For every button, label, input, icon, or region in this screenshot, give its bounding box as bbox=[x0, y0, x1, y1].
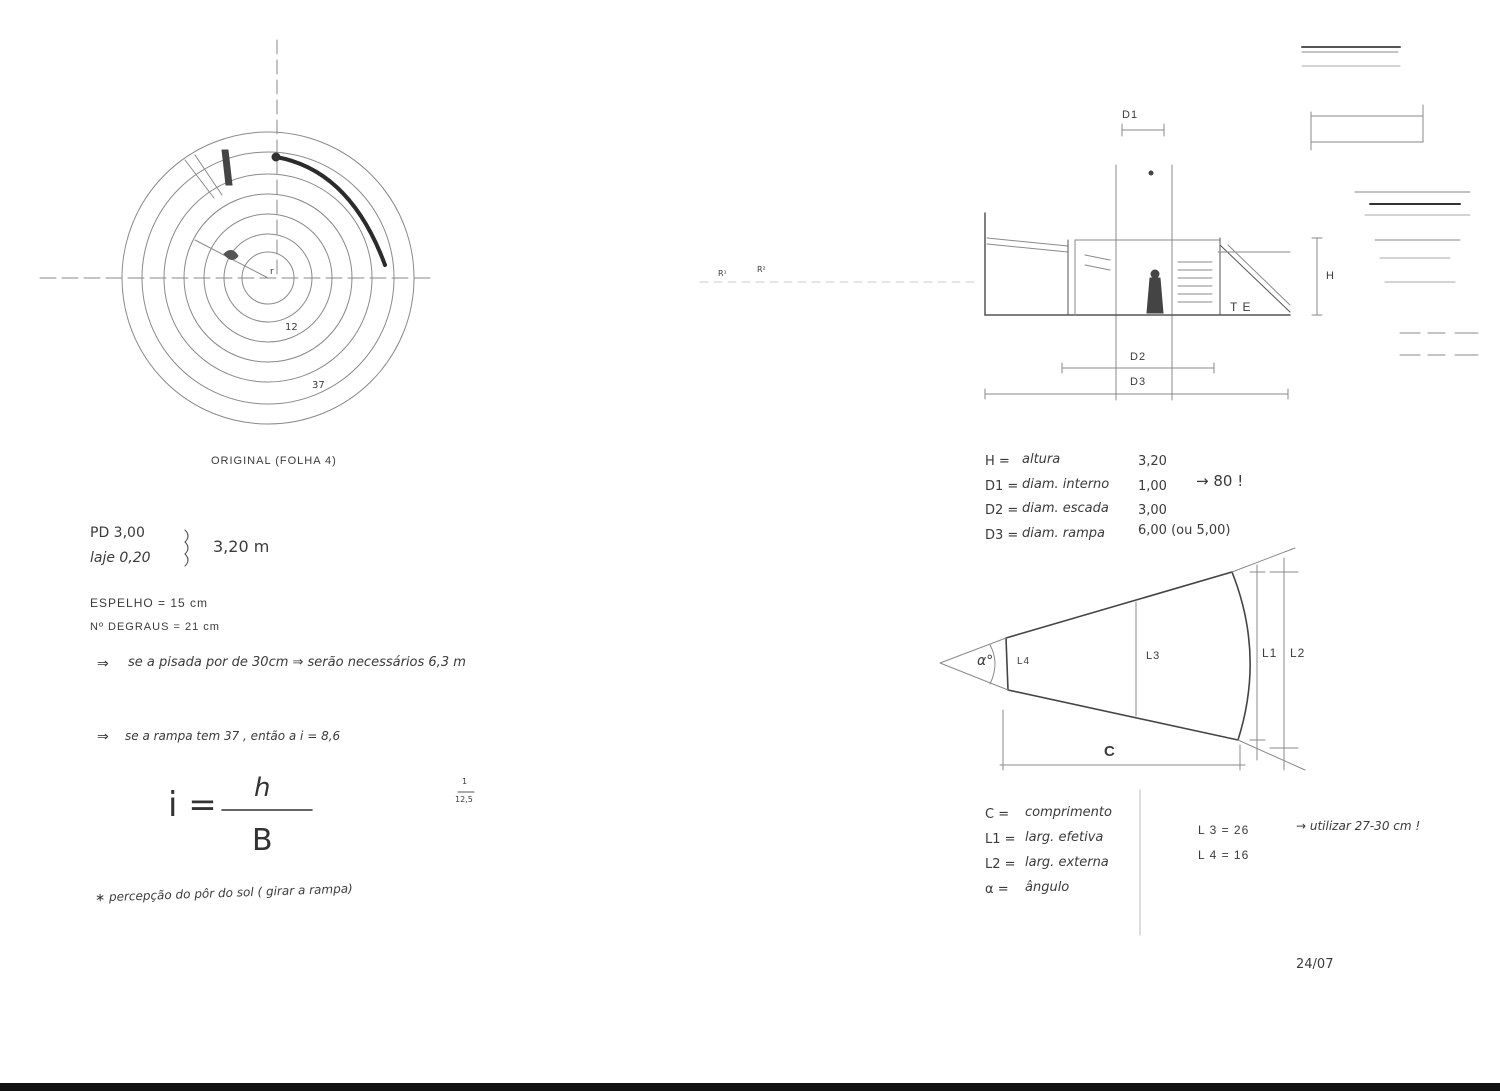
ratio-denominator: 12,5 bbox=[455, 795, 473, 804]
sheet-date: 24/07 bbox=[1296, 957, 1334, 972]
note-rampa: se a rampa tem 37 , então a i = 8,6 bbox=[125, 729, 341, 743]
legend-desc: diam. escada bbox=[1022, 501, 1109, 516]
note-laje: laje 0,20 bbox=[90, 550, 151, 566]
note-total: 3,20 m bbox=[213, 537, 270, 556]
note-degraus: Nº DEGRAUS = 21 cm bbox=[90, 621, 220, 633]
legend-key: D2 = bbox=[985, 503, 1019, 518]
legend-desc: altura bbox=[1022, 452, 1061, 467]
note-espelho: ESPELHO = 15 cm bbox=[90, 596, 209, 610]
d1-label: D1 bbox=[1122, 109, 1139, 121]
value-l4: L 4 = 16 bbox=[1198, 848, 1250, 862]
spiral-ramp-plan bbox=[40, 40, 430, 424]
legend-desc: comprimento bbox=[1025, 805, 1112, 820]
legend-key: D1 = bbox=[985, 479, 1019, 494]
ring-label: 37 bbox=[312, 380, 325, 391]
arrow-icon-2: ⇒ bbox=[97, 729, 109, 745]
l2-label: L2 bbox=[1290, 646, 1306, 660]
te-label: T E bbox=[1230, 300, 1252, 314]
margin-marks bbox=[1302, 47, 1478, 355]
h-label: H bbox=[1326, 270, 1335, 282]
alpha-label: α° bbox=[977, 653, 994, 669]
legend-desc: larg. externa bbox=[1025, 855, 1109, 870]
mark-r2: R² bbox=[757, 265, 766, 274]
l3-label: L3 bbox=[1146, 650, 1161, 662]
formula-i: i = bbox=[168, 785, 217, 825]
l1-label: L1 bbox=[1262, 646, 1278, 660]
legend-desc: larg. efetiva bbox=[1025, 830, 1104, 845]
radius-label: r bbox=[270, 267, 274, 277]
d3-label: D3 bbox=[1130, 376, 1147, 388]
d2-label: D2 bbox=[1130, 351, 1147, 363]
legend-desc: diam. rampa bbox=[1022, 526, 1105, 541]
scan-border bbox=[0, 1083, 1500, 1091]
legend-key: C = bbox=[985, 807, 1010, 822]
legend-value: 3,00 bbox=[1138, 503, 1167, 518]
value-note: → utilizar 27-30 cm ! bbox=[1296, 819, 1421, 833]
legend-extra: → 80 ! bbox=[1196, 472, 1244, 490]
legend-key: L1 = bbox=[985, 832, 1016, 847]
l4-label: L4 bbox=[1017, 656, 1031, 667]
c-label: C bbox=[1104, 743, 1116, 760]
legend-value: 6,00 (ou 5,00) bbox=[1138, 523, 1231, 538]
note-sunset: ∗ percepção do pôr do sol ( girar a rampa) bbox=[94, 881, 353, 905]
legend-value: 3,20 bbox=[1138, 454, 1167, 469]
legend-key: H = bbox=[985, 454, 1010, 469]
mark-r1: R¹ bbox=[718, 269, 727, 278]
formula-b: B bbox=[252, 823, 273, 858]
note-pd: PD 3,00 bbox=[90, 525, 145, 541]
plan-caption: ORIGINAL (FOLHA 4) bbox=[211, 455, 337, 467]
legend-key: α = bbox=[985, 882, 1009, 897]
legend-desc: diam. interno bbox=[1022, 477, 1110, 492]
section-elevation bbox=[700, 124, 1322, 400]
note-pisada: se a pisada por de 30cm ⇒ serão necessários 6,3 m bbox=[128, 655, 466, 670]
legend-value: 1,00 bbox=[1138, 479, 1167, 494]
ramp-segment-diagram bbox=[940, 548, 1305, 935]
legend-key: D3 = bbox=[985, 528, 1019, 543]
value-l3: L 3 = 26 bbox=[1198, 823, 1250, 837]
legend-key: L2 = bbox=[985, 857, 1016, 872]
arrow-icon: ⇒ bbox=[97, 656, 109, 672]
ratio-numerator: 1 bbox=[462, 777, 468, 786]
legend-desc: ângulo bbox=[1025, 880, 1070, 895]
formula-h: h bbox=[254, 773, 271, 803]
turns-label: 12 bbox=[285, 322, 298, 333]
